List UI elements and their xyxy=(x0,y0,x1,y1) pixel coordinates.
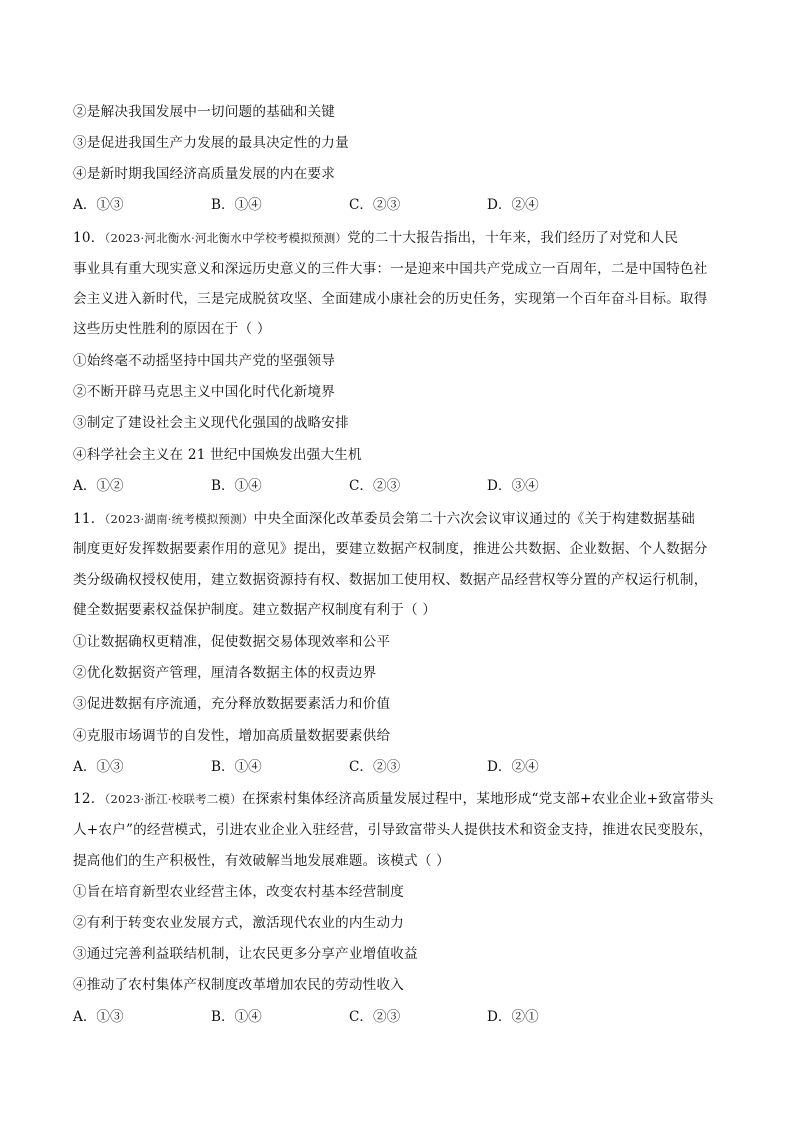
q10-number: 10． xyxy=(73,230,105,246)
q9-option-c[interactable]: C．②③ xyxy=(349,197,401,213)
q9-option-d[interactable]: D．②④ xyxy=(487,197,539,213)
q10-stem-line-2: 事业具有重大现实意义和深远历史意义的三件大事：一是迎来中国共产党成立一百周年，二是中国特色社 xyxy=(73,261,708,277)
q11-option-b[interactable]: B．①④ xyxy=(211,759,262,775)
q10-stem-line-3: 会主义进入新时代，三是完成脱贫攻坚、全面建成小康社会的历史任务，实现第一个百年奋斗目标。取得 xyxy=(73,291,708,307)
q11-stem-line-4: 健全数据要素权益保护制度。建立数据产权制度有利于（ ） xyxy=(73,602,437,618)
q10-stem-text-1: 党的二十大报告指出，十年来，我们经历了对党和人民 xyxy=(347,230,679,246)
q10-statement-2: ②不断开辟马克思主义中国化时代化新境界 xyxy=(73,384,336,400)
q10-statement-3: ③制定了建设社会主义现代化强国的战略安排 xyxy=(73,415,349,431)
q11-option-a[interactable]: A．①③ xyxy=(73,759,124,775)
q12-statement-3: ③通过完善利益联结机制，让农民更多分享产业增值收益 xyxy=(73,946,418,962)
q11-option-d[interactable]: D．②④ xyxy=(487,759,539,775)
q11-statement-3: ③促进数据有序流通，充分释放数据要素活力和价值 xyxy=(73,696,391,712)
q9-option-a[interactable]: A．①③ xyxy=(73,197,124,213)
q10-option-d[interactable]: D．③④ xyxy=(487,478,539,494)
q12-option-d[interactable]: D．②① xyxy=(487,1009,539,1025)
q11-option-c[interactable]: C．②③ xyxy=(349,759,401,775)
q10-stem-line-1 xyxy=(73,228,678,248)
q11-number: 11． xyxy=(73,511,105,527)
q12-statement-1: ①旨在培育新型农业经营主体，改变农村基本经营制度 xyxy=(73,884,405,900)
q10-option-b[interactable]: B．①④ xyxy=(211,478,262,494)
q12-statement-4: ④推动了农村集体产权制度改革增加农民的劳动性收入 xyxy=(73,977,405,993)
q11-stem-line-3: 类分级确权授权使用，建立数据资源持有权、数据加工使用权、数据产品经营权等分置的产权运行机制， xyxy=(73,572,708,588)
q11-stem-line-2: 制度更好发挥数据要素作用的意见》提出，要建立数据产权制度，推进公共数据、企业数据、个人数据分 xyxy=(73,541,708,557)
q11-statement-1: ①让数据确权更精准，促使数据交易体现效率和公平 xyxy=(73,634,391,650)
q9-statement-4: ④是新时期我国经济高质量发展的内在要求 xyxy=(73,166,336,182)
q12-statement-2: ②有利于转变农业发展方式，激活现代农业的内生动力 xyxy=(73,915,405,931)
q12-stem-line-2: 人+农户”的经营模式，引进农业企业入驻经营，引导致富带头人提供技术和资金支持，推进农民变股东， xyxy=(73,822,713,838)
q10-option-a[interactable]: A．①② xyxy=(73,478,124,494)
q12-option-b[interactable]: B．①④ xyxy=(211,1009,262,1025)
q12-option-c[interactable]: C．②③ xyxy=(349,1009,401,1025)
q10-option-c[interactable]: C．②③ xyxy=(349,478,401,494)
q10-source: （2023·河北衡水·河北衡水中学校考模拟预测） xyxy=(104,231,348,245)
q9-statement-2: ②是解决我国发展中一切问题的基础和关键 xyxy=(73,104,336,120)
q10-stem-line-4: 这些历史性胜利的原因在于（ ） xyxy=(73,321,271,337)
q10-statement-1: ①始终毫不动摇坚持中国共产党的坚强领导 xyxy=(73,353,336,369)
q11-source: （2023·湖南·统考模拟预测） xyxy=(104,512,254,526)
q11-stem-line-1 xyxy=(73,509,695,529)
q9-option-b[interactable]: B．①④ xyxy=(211,197,262,213)
q9-statement-3: ③是促进我国生产力发展的最具决定性的力量 xyxy=(73,135,349,151)
q11-stem-text-1: 中央全面深化改革委员会第二十六次会议审议通过的《关于构建数据基础 xyxy=(253,511,695,527)
q12-stem-line-3: 提高他们的生产积极性，有效破解当地发展难题。该模式（ ） xyxy=(73,853,450,869)
q12-option-a[interactable]: A．①③ xyxy=(73,1009,124,1025)
q12-source: （2023·浙江·校联考二模） xyxy=(104,792,242,806)
q11-statement-4: ④克服市场调节的自发性，增加高质量数据要素供给 xyxy=(73,728,391,744)
q12-number: 12． xyxy=(73,791,105,807)
q10-statement-4: ④科学社会主义在 21 世纪中国焕发出强大生机 xyxy=(73,447,362,463)
q11-statement-2: ②优化数据资产管理，厘清各数据主体的权责边界 xyxy=(73,665,377,681)
q12-stem-line-1 xyxy=(73,789,714,809)
q12-stem-text-1: 在探索村集体经济高质量发展过程中，某地形成“党支部+农业企业+致富带头 xyxy=(241,791,714,807)
